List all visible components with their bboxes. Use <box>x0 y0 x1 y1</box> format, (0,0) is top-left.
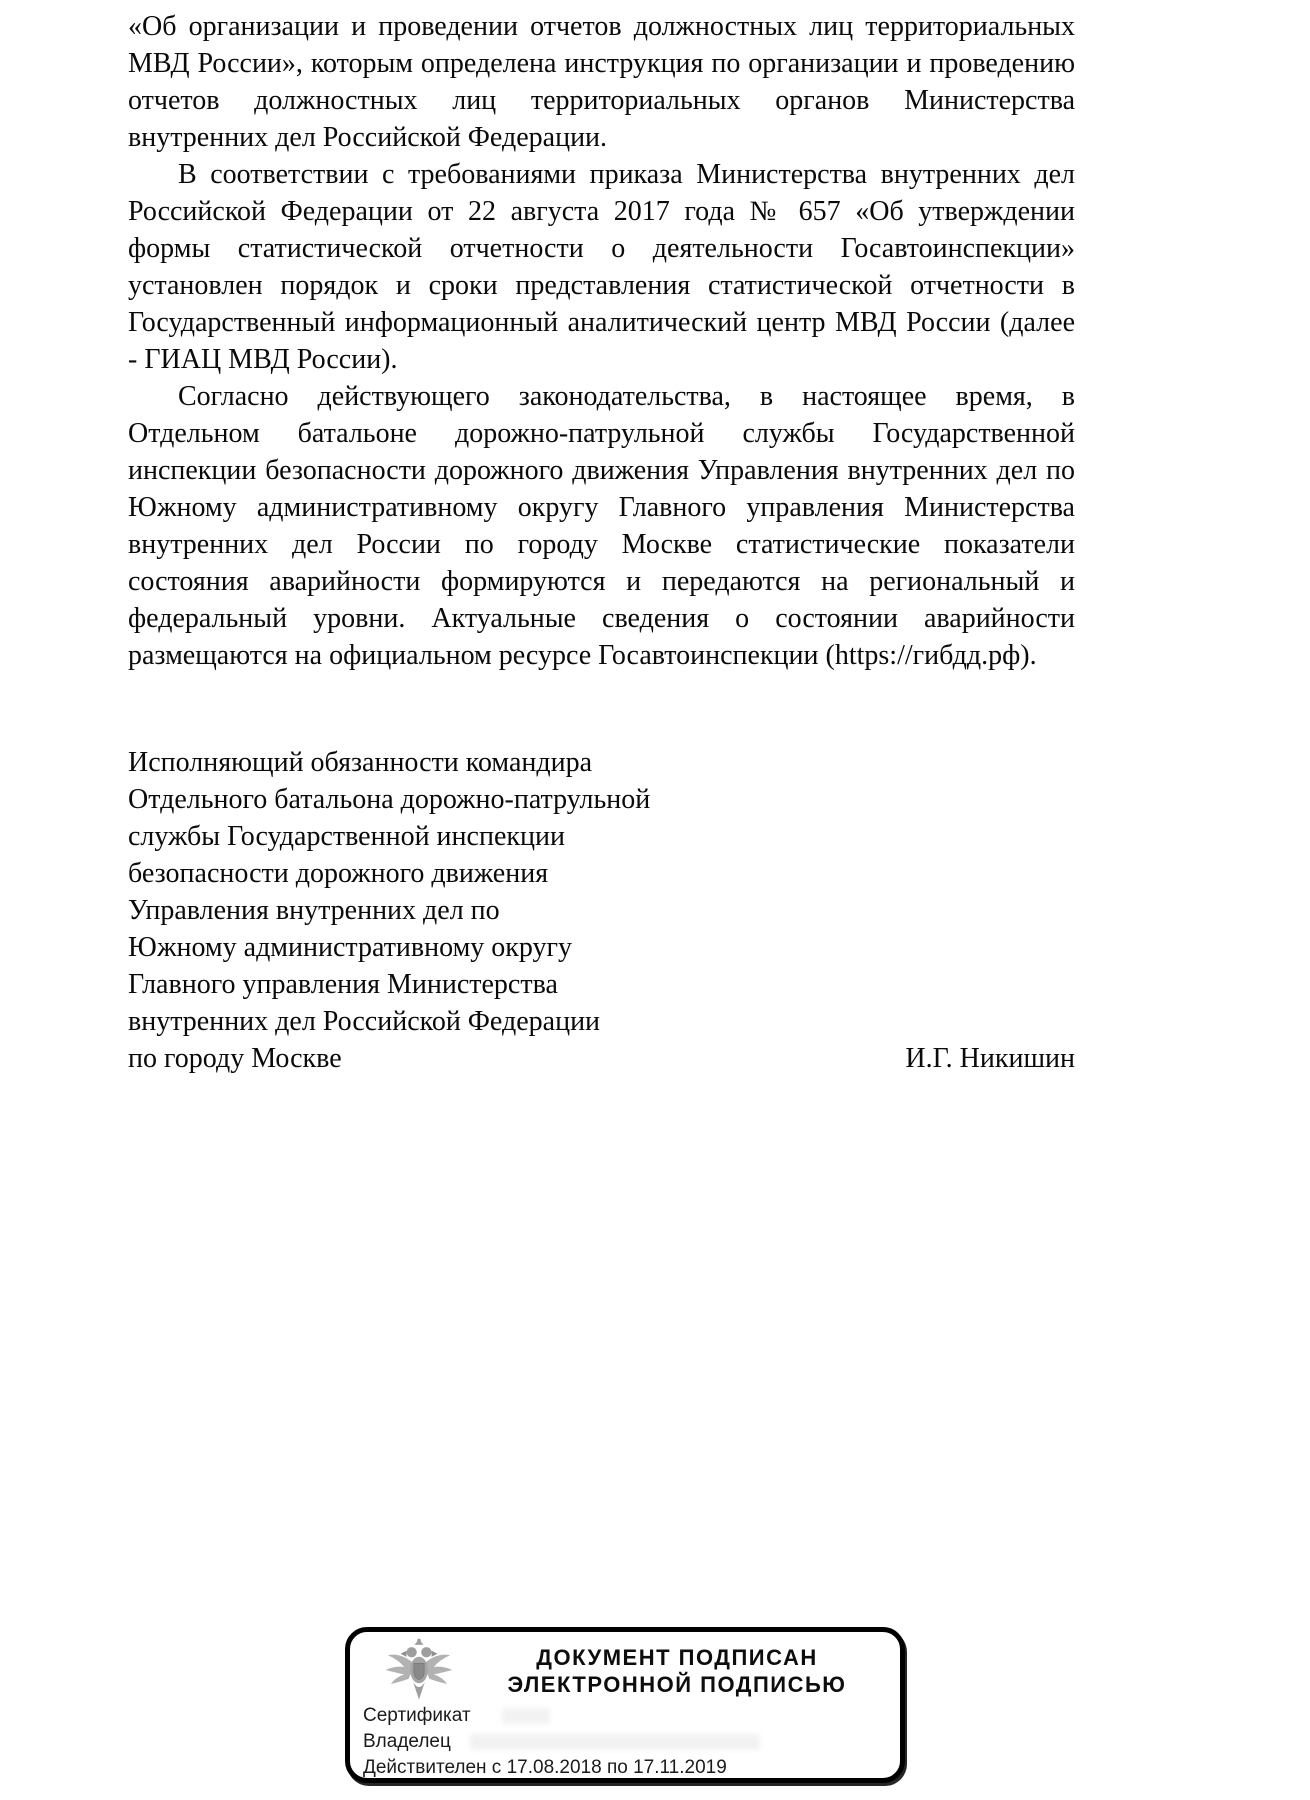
signature-block <box>128 744 1075 1077</box>
stamp-field-certificate: Сертификат <box>363 1705 471 1726</box>
signer-name: И.Г. Никишин <box>905 1043 1075 1074</box>
signature-position-line: Исполняющий обязанности командира <box>128 747 593 778</box>
signature-position-line: Южному административному округу <box>128 932 573 963</box>
e-signature-stamp <box>345 1627 905 1783</box>
signature-position-line: службы Государственной инспекции <box>128 821 565 852</box>
paragraph: Согласно действующего законодательства, в настоящее время, в Отдельном батальоне дорожно-патрульной службы Государственной инспекции безопасности дорожного движения Управления внутренних дел по Южному административному округу Главного управления Министерства внутренних дел России по городу Москве статистические показатели состояния аварийности формируются и передаются на региональный и федеральный уровни. Актуальные сведения о состоянии аварийности размещаются на официальном ресурсе Госавтоинспекции (https://гибдд.рф). <box>128 381 1075 671</box>
letter-body <box>128 8 1075 674</box>
erased-value-smudge <box>502 1708 550 1724</box>
signature-position-line: Управления внутренних дел по <box>128 895 500 926</box>
signature-position-line: безопасности дорожного движения <box>128 858 549 889</box>
paragraph: В соответствии с требованиями приказа Министерства внутренних дел Российской Федерации от 22 августа 2017 года № 657 «Об утверждении формы статистической отчетности о деятельности Госавтоинспекции» установлен порядок и сроки представления статистической отчетности в Государственный информационный аналитический центр МВД России (далее - ГИАЦ МВД России). <box>128 159 1075 375</box>
signature-position-line: Отдельного батальона дорожно-патрульной <box>128 784 651 815</box>
signature-position-line: внутренних дел Российской Федерации <box>128 1006 601 1037</box>
signature-position-line: Главного управления Министерства <box>128 969 558 1000</box>
mvd-eagle-emblem-icon <box>378 1636 460 1704</box>
stamp-title-line: ЭЛЕКТРОННОЙ ПОДПИСЬЮ <box>507 1672 847 1697</box>
stamp-title-line: ДОКУМЕНТ ПОДПИСАН <box>536 1645 818 1670</box>
stamp-field-validity: Действителен с 17.08.2018 по 17.11.2019 <box>363 1757 727 1778</box>
stamp-title <box>468 1644 886 1698</box>
paragraph-continuation: «Об организации и проведении отчетов должностных лиц территориальных МВД России», которым определена инструкция по организации и проведению отчетов должностных лиц территориальных органов Министерства внутренних дел Российской Федерации. <box>128 11 1075 153</box>
stamp-field-owner: Владелец <box>363 1731 451 1752</box>
erased-value-smudge <box>470 1734 760 1750</box>
signature-position-line: по городу Москве <box>128 1043 342 1074</box>
